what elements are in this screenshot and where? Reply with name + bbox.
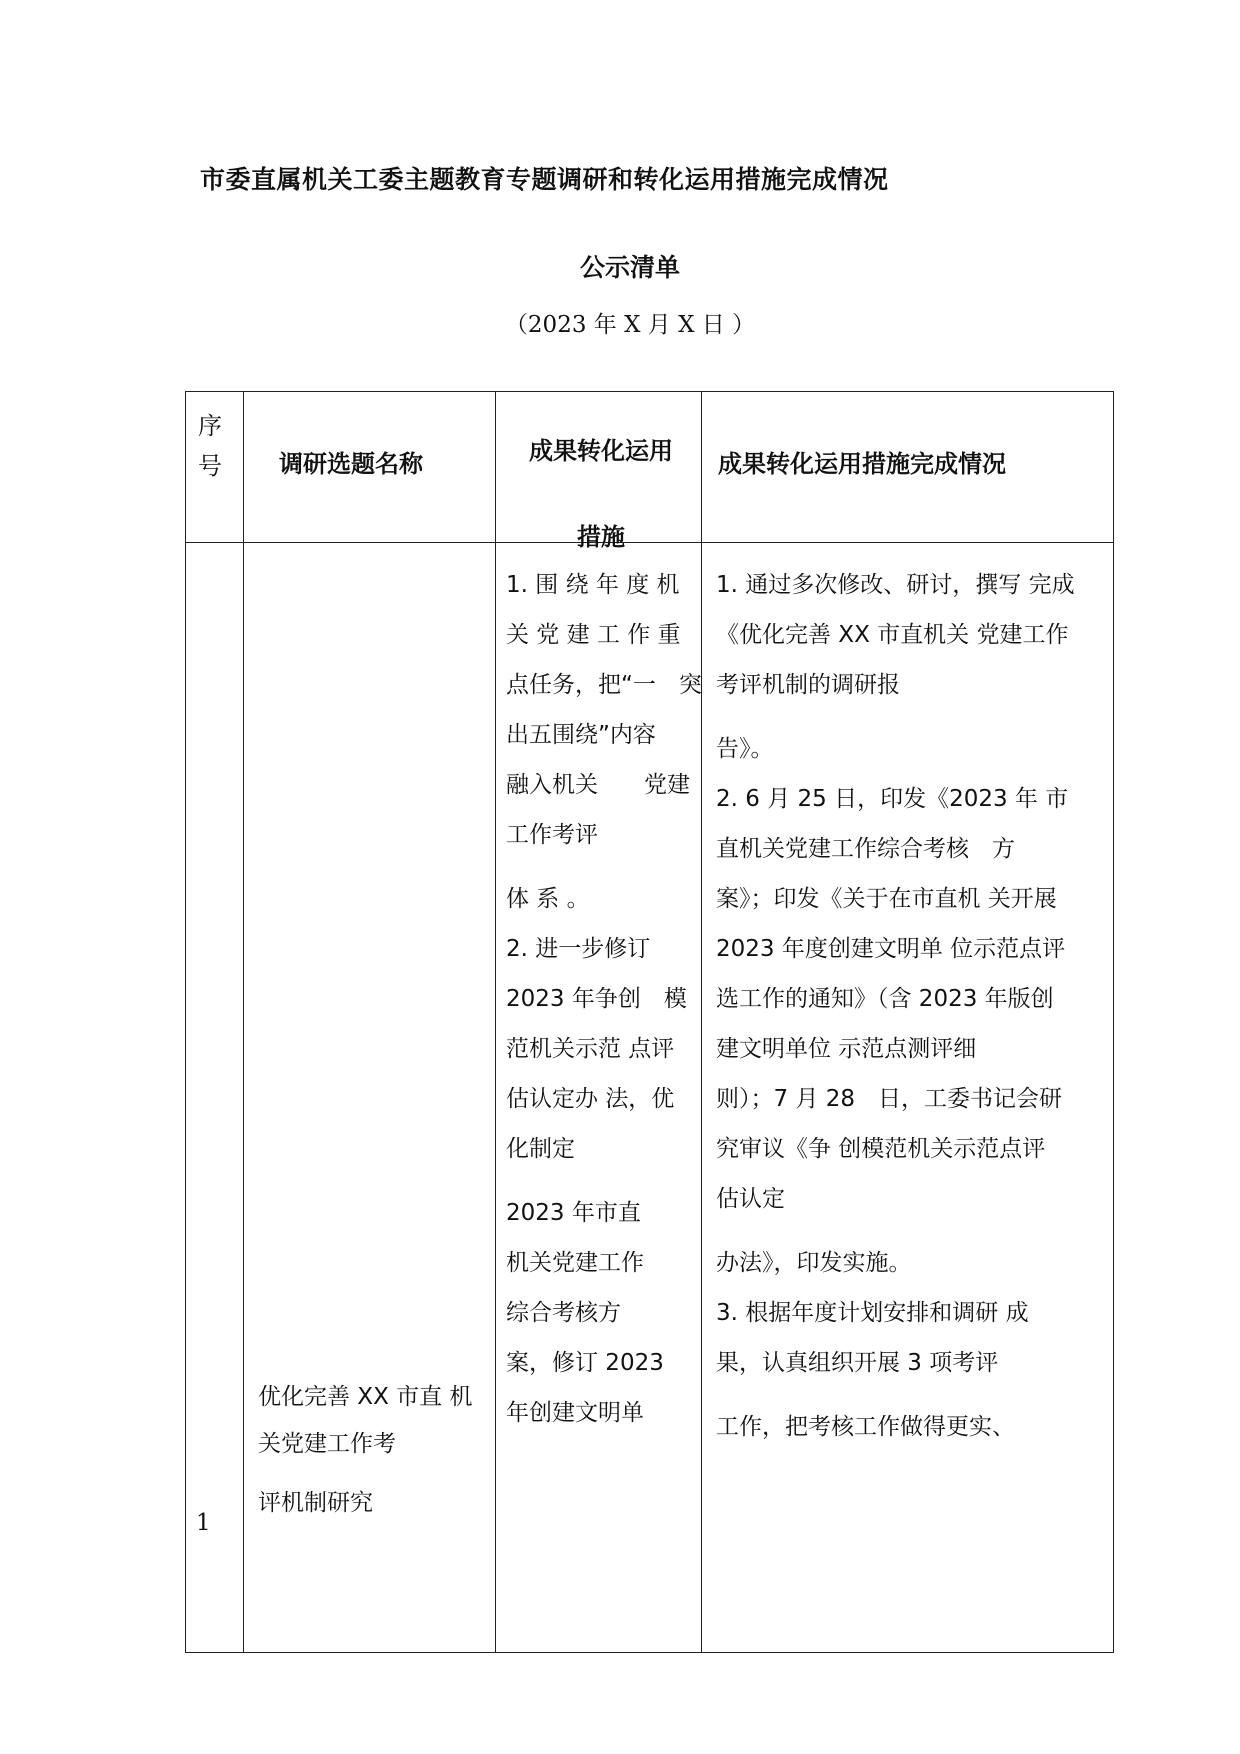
measure-line: 化制定 xyxy=(506,1136,575,1162)
header-topic: 调研选题名称 xyxy=(279,450,423,478)
measure-line: 年创建文明单 xyxy=(506,1400,644,1426)
measure-line: 案，修订 2023 xyxy=(506,1350,664,1376)
row-seq: 1 xyxy=(196,1510,211,1536)
header-seq: 序号 xyxy=(198,412,222,480)
status-line: 《优化完善 XX 市直机关 党建工作 xyxy=(716,622,1069,648)
measure-line: 机关党建工作 xyxy=(506,1250,644,1276)
measure-line: 估认定办 法，优 xyxy=(506,1086,675,1112)
status-line: 3. 根据年度计划安排和调研 成 xyxy=(716,1300,1029,1326)
measure-line: 体 系 。 xyxy=(506,886,590,912)
document-date: （2023 年 X 月 X 日 ） xyxy=(504,312,756,338)
document-title-line1: 市委直属机关工委主题教育专题调研和转化运用措施完成情况 xyxy=(200,165,889,194)
status-line: 告》。 xyxy=(716,736,774,762)
row-status xyxy=(716,560,1106,1452)
measure-line: 2023 年市直 xyxy=(506,1200,641,1226)
measure-line: 工作考评 xyxy=(506,822,598,848)
status-line: 究审议《争 创模范机关示范点评 xyxy=(716,1136,1046,1162)
status-line: 办法》，印发实施。 xyxy=(716,1250,912,1276)
header-measures: 成果转化运用措施 xyxy=(529,437,673,551)
measure-line: 出五围绕”内容 xyxy=(506,722,656,748)
column-divider xyxy=(243,392,244,1652)
status-line: 2. 6 月 25 日，印发《2023 年 市 xyxy=(716,786,1069,812)
measure-line: 1. 围 绕 年 度 机 xyxy=(506,572,680,598)
header-status: 成果转化运用措施完成情况 xyxy=(718,450,1006,478)
status-line: 案》；印发《关于在市直机 关开展 xyxy=(716,886,1057,912)
column-divider xyxy=(495,392,496,1652)
status-line: 工作，把考核工作做得更实、 xyxy=(716,1414,1015,1440)
completion-table xyxy=(185,391,1114,1653)
measure-line: 点任务，把“一 突 xyxy=(506,672,702,698)
measure-line: 融入机关 党建 xyxy=(506,772,690,798)
topic-line: 评机制研究 xyxy=(258,1490,373,1516)
measure-line: 综合考核方 xyxy=(506,1300,621,1326)
measure-line: 范机关示范 点评 xyxy=(506,1036,675,1062)
measure-line: 关 党 建 工 作 重 xyxy=(506,622,681,648)
status-line: 估认定 xyxy=(716,1186,785,1212)
document-title-line2: 公示清单 xyxy=(579,253,680,282)
status-line: 2023 年度创建文明单 位示范点评 xyxy=(716,936,1066,962)
topic-line: 关党建工作考 xyxy=(258,1431,396,1457)
measure-line: 2. 进一步修订 xyxy=(506,936,651,962)
row-topic xyxy=(258,1374,490,1527)
status-line: 直机关党建工作综合考核 方 xyxy=(716,836,1015,862)
measure-line: 2023 年争创 模 xyxy=(506,986,687,1012)
row-measures xyxy=(506,560,702,1438)
status-line: 果，认真组织开展 3 项考评 xyxy=(716,1350,999,1376)
status-line: 1. 通过多次修改、研讨，撰写 完成 xyxy=(716,572,1075,598)
topic-line: 优化完善 XX 市直 机 xyxy=(258,1384,473,1410)
status-line: 建文明单位 示范点测评细 xyxy=(716,1036,977,1062)
status-line: 选工作的通知》（含 2023 年版创 xyxy=(716,986,1054,1012)
status-line: 考评机制的调研报 xyxy=(716,672,900,698)
status-line: 则）；7 月 28 日，工委书记会研 xyxy=(716,1086,1063,1112)
